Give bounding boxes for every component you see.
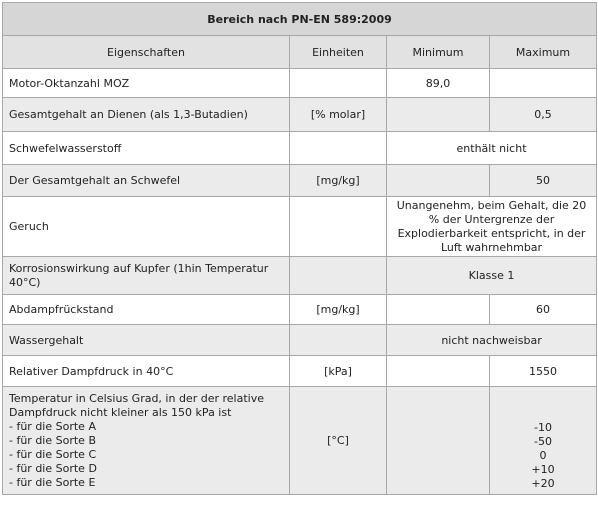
- table-row: [3, 165, 597, 197]
- subitem-sorte-d: - für die Sorte D: [9, 461, 97, 475]
- maximum-cell: 0,5: [490, 98, 597, 132]
- max-value-sorte-d: +10: [531, 462, 555, 476]
- column-header-maximum: Maximum: [490, 36, 597, 69]
- table-row: [3, 132, 597, 165]
- table-row: [3, 356, 597, 387]
- unit-cell: [290, 325, 387, 356]
- property-cell: Relativer Dampfdruck in 40°C: [3, 356, 290, 387]
- table-row: [3, 325, 597, 356]
- unit-cell: [kPa]: [290, 356, 387, 387]
- column-header-eigenschaften: Eigenschaften: [3, 36, 290, 69]
- table-row: [3, 387, 597, 495]
- column-header-minimum: Minimum: [387, 36, 490, 69]
- maximum-cell: 50: [490, 165, 597, 197]
- unit-cell: [°C]: [290, 387, 387, 495]
- specification-table-container: [2, 2, 596, 495]
- max-value-sorte-c: 0: [539, 448, 547, 462]
- subitem-sorte-e: - für die Sorte E: [9, 475, 96, 489]
- minimum-cell: [387, 98, 490, 132]
- minimum-cell: [387, 387, 490, 495]
- unit-cell: [mg/kg]: [290, 165, 387, 197]
- property-cell: Der Gesamtgehalt an Schwefel: [3, 165, 290, 197]
- property-cell: Korrosionswirkung auf Kupfer (1hin Temperatur 40°C): [3, 257, 290, 295]
- max-value-sorte-e: +20: [531, 476, 555, 490]
- subitem-sorte-a: - für die Sorte A: [9, 419, 96, 433]
- unit-cell: [mg/kg]: [290, 295, 387, 325]
- property-cell: Geruch: [3, 197, 290, 257]
- maximum-values: [496, 391, 590, 491]
- minimum-cell: [387, 165, 490, 197]
- table-title-row: [3, 3, 597, 36]
- table-title: Bereich nach PN-EN 589:2009: [3, 3, 597, 36]
- unit-cell: [% molar]: [290, 98, 387, 132]
- subitem-sorte-c: - für die Sorte C: [9, 447, 97, 461]
- range-cell: nicht nachweisbar: [387, 325, 597, 356]
- table-row: [3, 197, 597, 257]
- property-cell: [3, 387, 290, 495]
- specification-table: [2, 2, 597, 495]
- subitem-sorte-b: - für die Sorte B: [9, 433, 96, 447]
- unit-cell: [290, 69, 387, 98]
- table-row: [3, 295, 597, 325]
- max-value-sorte-a: -10: [534, 420, 552, 434]
- range-cell: Klasse 1: [387, 257, 597, 295]
- minimum-cell: 89,0: [387, 69, 490, 98]
- property-cell: Motor-Oktanzahl MOZ: [3, 69, 290, 98]
- max-value-sorte-b: -50: [534, 434, 552, 448]
- unit-cell: [290, 132, 387, 165]
- property-cell: Gesamtgehalt an Dienen (als 1,3-Butadien): [3, 98, 290, 132]
- minimum-cell: [387, 356, 490, 387]
- property-text: Temperatur in Celsius Grad, in der der relative Dampfdruck nicht kleiner als 150 kPa ist: [9, 391, 264, 419]
- unit-cell: [290, 257, 387, 295]
- table-row: [3, 257, 597, 295]
- property-cell: Wassergehalt: [3, 325, 290, 356]
- range-cell: Unangenehm, beim Gehalt, die 20 % der Untergrenze der Explodierbarkeit entspricht, in der Luft wahrnehmbar: [387, 197, 597, 257]
- maximum-cell: [490, 387, 597, 495]
- column-header-einheiten: Einheiten: [290, 36, 387, 69]
- property-cell: Abdampfrückstand: [3, 295, 290, 325]
- maximum-cell: [490, 69, 597, 98]
- maximum-cell: 60: [490, 295, 597, 325]
- range-cell: enthält nicht: [387, 132, 597, 165]
- maximum-cell: 1550: [490, 356, 597, 387]
- table-row: [3, 69, 597, 98]
- unit-cell: [290, 197, 387, 257]
- property-cell: Schwefelwasserstoff: [3, 132, 290, 165]
- table-header-row: [3, 36, 597, 69]
- minimum-cell: [387, 295, 490, 325]
- table-row: [3, 98, 597, 132]
